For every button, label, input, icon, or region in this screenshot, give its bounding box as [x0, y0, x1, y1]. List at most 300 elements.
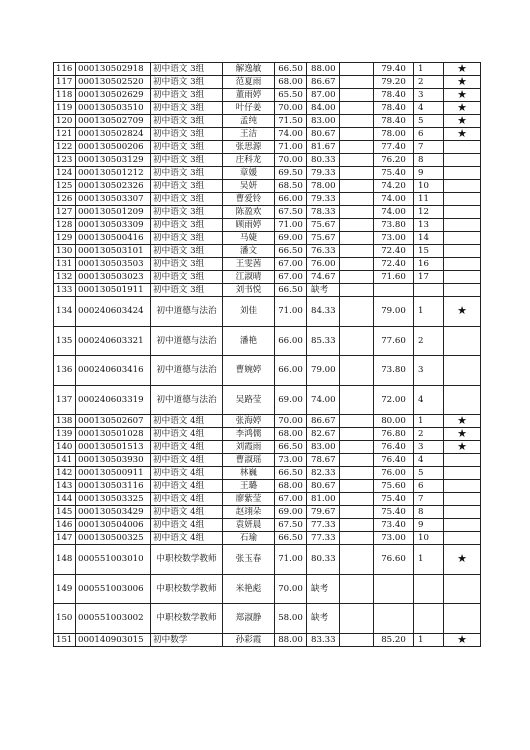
rank: 11 [414, 193, 444, 206]
interview-score: 83.33 [307, 633, 340, 646]
total-score: 79.40 [374, 63, 414, 76]
table-row [54, 232, 481, 245]
row-number: 129 [54, 232, 76, 245]
shortlist-star-icon [444, 258, 481, 271]
subject-group: 中职校数学教师 [151, 545, 223, 575]
written-score: 66.50 [275, 63, 307, 76]
written-score: 69.00 [275, 385, 307, 415]
extra-score [340, 356, 374, 386]
candidate-name: 顾雨婷 [223, 219, 275, 232]
rank: 1 [414, 545, 444, 575]
rank [414, 284, 444, 297]
candidate-id: 000130503429 [76, 506, 151, 519]
row-number: 127 [54, 206, 76, 219]
extra-score [340, 89, 374, 102]
subject-group: 初中语文 3组 [151, 284, 223, 297]
row-number: 132 [54, 271, 76, 284]
shortlist-star-icon [444, 167, 481, 180]
written-score: 74.00 [275, 128, 307, 141]
total-score [374, 574, 414, 604]
written-score: 70.00 [275, 574, 307, 604]
table-row [54, 167, 481, 180]
table-row [54, 258, 481, 271]
table-row [54, 128, 481, 141]
interview-score: 82.33 [307, 467, 340, 480]
shortlist-star-icon [444, 219, 481, 232]
row-number: 123 [54, 154, 76, 167]
subject-group: 初中语文 3组 [151, 76, 223, 89]
table-row [54, 454, 481, 467]
total-score: 85.20 [374, 633, 414, 646]
extra-score [340, 385, 374, 415]
total-score: 73.00 [374, 532, 414, 545]
written-score: 66.00 [275, 193, 307, 206]
written-score: 70.00 [275, 154, 307, 167]
written-score: 70.00 [275, 102, 307, 115]
rank: 9 [414, 167, 444, 180]
total-score: 73.80 [374, 356, 414, 386]
row-number: 130 [54, 245, 76, 258]
written-score: 67.50 [275, 519, 307, 532]
candidate-name: 章媛 [223, 167, 275, 180]
candidate-id: 000130504006 [76, 519, 151, 532]
row-number: 126 [54, 193, 76, 206]
subject-group: 初中语文 4组 [151, 493, 223, 506]
shortlist-star-icon [444, 141, 481, 154]
table-row [54, 63, 481, 76]
interview-score: 79.67 [307, 506, 340, 519]
rank: 4 [414, 454, 444, 467]
extra-score [340, 415, 374, 428]
table-row [54, 493, 481, 506]
total-score: 72.40 [374, 245, 414, 258]
candidate-name: 吴妍 [223, 180, 275, 193]
candidate-id: 000130501209 [76, 206, 151, 219]
extra-score [340, 102, 374, 115]
extra-score [340, 467, 374, 480]
candidate-name: 曹婉婷 [223, 356, 275, 386]
interview-score: 82.67 [307, 428, 340, 441]
shortlist-star-icon [444, 532, 481, 545]
subject-group: 初中语文 3组 [151, 193, 223, 206]
rank: 17 [414, 271, 444, 284]
shortlist-star-icon [444, 245, 481, 258]
row-number: 143 [54, 480, 76, 493]
rank: 8 [414, 506, 444, 519]
table-row [54, 428, 481, 441]
rank: 1 [414, 297, 444, 327]
interview-score: 缺考 [307, 604, 340, 634]
rank: 6 [414, 480, 444, 493]
table-row [54, 219, 481, 232]
candidate-id: 000130503930 [76, 454, 151, 467]
candidate-id: 000130503503 [76, 258, 151, 271]
shortlist-star-icon [444, 467, 481, 480]
shortlist-star-icon [444, 326, 481, 356]
table-row [54, 415, 481, 428]
written-score: 70.00 [275, 415, 307, 428]
subject-group: 初中语文 4组 [151, 415, 223, 428]
row-number: 145 [54, 506, 76, 519]
table-row [54, 604, 481, 634]
candidate-name: 孙彩霞 [223, 633, 275, 646]
subject-group: 初中语文 3组 [151, 245, 223, 258]
row-number: 125 [54, 180, 76, 193]
rank: 1 [414, 415, 444, 428]
shortlist-star-icon: ★ [444, 297, 481, 327]
candidate-id: 000130502918 [76, 63, 151, 76]
shortlist-star-icon: ★ [444, 545, 481, 575]
total-score: 80.00 [374, 415, 414, 428]
rank: 4 [414, 385, 444, 415]
subject-group: 初中语文 3组 [151, 141, 223, 154]
rank: 10 [414, 532, 444, 545]
interview-score: 79.33 [307, 167, 340, 180]
rank: 4 [414, 102, 444, 115]
interview-score: 74.67 [307, 271, 340, 284]
subject-group: 初中语文 3组 [151, 219, 223, 232]
subject-group: 初中语文 3组 [151, 167, 223, 180]
total-score: 77.40 [374, 141, 414, 154]
rank: 1 [414, 63, 444, 76]
subject-group: 初中语文 4组 [151, 519, 223, 532]
table-row [54, 297, 481, 327]
interview-score: 78.00 [307, 180, 340, 193]
candidate-name: 潘文 [223, 245, 275, 258]
candidate-id: 000130501513 [76, 441, 151, 454]
total-score: 74.00 [374, 206, 414, 219]
shortlist-star-icon: ★ [444, 415, 481, 428]
candidate-id: 000130503309 [76, 219, 151, 232]
interview-score: 78.33 [307, 206, 340, 219]
table-row [54, 326, 481, 356]
subject-group: 初中语文 4组 [151, 506, 223, 519]
total-score: 79.00 [374, 297, 414, 327]
rank: 10 [414, 180, 444, 193]
written-score: 66.50 [275, 245, 307, 258]
row-number: 134 [54, 297, 76, 327]
candidate-id: 000130501028 [76, 428, 151, 441]
candidate-id: 000240603319 [76, 385, 151, 415]
total-score: 73.00 [374, 232, 414, 245]
row-number: 138 [54, 415, 76, 428]
interview-score: 79.33 [307, 193, 340, 206]
shortlist-star-icon: ★ [444, 76, 481, 89]
interview-score: 74.00 [307, 385, 340, 415]
subject-group: 初中语文 4组 [151, 428, 223, 441]
extra-score [340, 506, 374, 519]
total-score: 72.00 [374, 385, 414, 415]
rank: 5 [414, 115, 444, 128]
interview-score: 79.00 [307, 356, 340, 386]
table-row [54, 284, 481, 297]
subject-group: 初中语文 4组 [151, 467, 223, 480]
subject-group: 初中语文 3组 [151, 180, 223, 193]
shortlist-star-icon [444, 480, 481, 493]
shortlist-star-icon [444, 232, 481, 245]
row-number: 141 [54, 454, 76, 467]
extra-score [340, 193, 374, 206]
candidate-name: 解逸敏 [223, 63, 275, 76]
rank: 12 [414, 206, 444, 219]
interview-score: 80.67 [307, 480, 340, 493]
subject-group: 初中语文 3组 [151, 128, 223, 141]
table-row [54, 245, 481, 258]
results-table [53, 62, 481, 647]
candidate-name: 董雨婷 [223, 89, 275, 102]
shortlist-star-icon [444, 385, 481, 415]
table-row [54, 467, 481, 480]
row-number: 149 [54, 574, 76, 604]
subject-group: 初中语文 3组 [151, 115, 223, 128]
row-number: 128 [54, 219, 76, 232]
table-row [54, 115, 481, 128]
total-score: 74.20 [374, 180, 414, 193]
extra-score [340, 180, 374, 193]
candidate-id: 000130503129 [76, 154, 151, 167]
written-score: 71.00 [275, 545, 307, 575]
extra-score [340, 441, 374, 454]
candidate-id: 000240603321 [76, 326, 151, 356]
interview-score: 80.33 [307, 154, 340, 167]
interview-score: 87.00 [307, 89, 340, 102]
interview-score: 86.67 [307, 76, 340, 89]
rank: 15 [414, 245, 444, 258]
subject-group: 中职校数学教师 [151, 604, 223, 634]
extra-score [340, 219, 374, 232]
candidate-id: 000130502629 [76, 89, 151, 102]
candidate-name: 潘艳 [223, 326, 275, 356]
extra-score [340, 245, 374, 258]
row-number: 119 [54, 102, 76, 115]
rank: 14 [414, 232, 444, 245]
candidate-id: 000130500325 [76, 532, 151, 545]
row-number: 142 [54, 467, 76, 480]
interview-score: 76.00 [307, 258, 340, 271]
extra-score [340, 604, 374, 634]
table-row [54, 441, 481, 454]
total-score: 78.40 [374, 102, 414, 115]
extra-score [340, 232, 374, 245]
candidate-name: 赵翊朵 [223, 506, 275, 519]
candidate-name: 马婕 [223, 232, 275, 245]
shortlist-star-icon [444, 506, 481, 519]
written-score: 66.00 [275, 326, 307, 356]
row-number: 151 [54, 633, 76, 646]
candidate-name: 曹淑瑶 [223, 454, 275, 467]
candidate-id: 000240603424 [76, 297, 151, 327]
candidate-id: 000130500206 [76, 141, 151, 154]
candidate-id: 000551003010 [76, 545, 151, 575]
candidate-id: 000130503116 [76, 480, 151, 493]
table-row [54, 180, 481, 193]
written-score: 71.00 [275, 141, 307, 154]
row-number: 136 [54, 356, 76, 386]
interview-score: 88.00 [307, 63, 340, 76]
candidate-id: 000130502709 [76, 115, 151, 128]
shortlist-star-icon [444, 574, 481, 604]
written-score: 71.00 [275, 297, 307, 327]
candidate-name: 石瑜 [223, 532, 275, 545]
extra-score [340, 128, 374, 141]
subject-group: 初中数学 [151, 633, 223, 646]
candidate-id: 000130503023 [76, 271, 151, 284]
row-number: 122 [54, 141, 76, 154]
table-row [54, 206, 481, 219]
extra-score [340, 63, 374, 76]
rank: 3 [414, 356, 444, 386]
subject-group: 初中语文 4组 [151, 532, 223, 545]
extra-score [340, 141, 374, 154]
subject-group: 初中道德与法治 [151, 326, 223, 356]
candidate-name: 范夏雨 [223, 76, 275, 89]
total-score: 75.40 [374, 167, 414, 180]
candidate-id: 000130502824 [76, 128, 151, 141]
candidate-id: 000130501212 [76, 167, 151, 180]
subject-group: 初中语文 3组 [151, 154, 223, 167]
total-score: 75.40 [374, 506, 414, 519]
interview-score: 81.67 [307, 141, 340, 154]
interview-score: 85.33 [307, 326, 340, 356]
interview-score: 81.00 [307, 493, 340, 506]
subject-group: 初中语文 3组 [151, 63, 223, 76]
table-row [54, 480, 481, 493]
candidate-id: 000130500416 [76, 232, 151, 245]
extra-score [340, 428, 374, 441]
interview-score: 78.67 [307, 454, 340, 467]
interview-score: 83.00 [307, 115, 340, 128]
extra-score [340, 76, 374, 89]
table-row [54, 519, 481, 532]
candidate-id: 000130501911 [76, 284, 151, 297]
interview-score: 77.33 [307, 532, 340, 545]
row-number: 148 [54, 545, 76, 575]
candidate-name: 江淑晴 [223, 271, 275, 284]
written-score: 71.50 [275, 115, 307, 128]
total-score: 79.20 [374, 76, 414, 89]
table-row [54, 356, 481, 386]
candidate-name: 陈盈欢 [223, 206, 275, 219]
row-number: 146 [54, 519, 76, 532]
candidate-id: 000130502520 [76, 76, 151, 89]
candidate-id: 000551003006 [76, 574, 151, 604]
extra-score [340, 297, 374, 327]
rank: 8 [414, 154, 444, 167]
written-score: 73.00 [275, 454, 307, 467]
candidate-name: 廖紫莹 [223, 493, 275, 506]
extra-score [340, 115, 374, 128]
candidate-name: 刘书悦 [223, 284, 275, 297]
shortlist-star-icon: ★ [444, 115, 481, 128]
candidate-name: 米艳彪 [223, 574, 275, 604]
row-number: 140 [54, 441, 76, 454]
rank: 9 [414, 519, 444, 532]
subject-group: 初中语文 4组 [151, 454, 223, 467]
interview-score: 86.67 [307, 415, 340, 428]
interview-score: 84.00 [307, 102, 340, 115]
rank: 7 [414, 493, 444, 506]
shortlist-star-icon [444, 604, 481, 634]
written-score: 88.00 [275, 633, 307, 646]
subject-group: 初中语文 3组 [151, 271, 223, 284]
rank: 2 [414, 428, 444, 441]
interview-score: 75.67 [307, 219, 340, 232]
written-score: 67.00 [275, 271, 307, 284]
shortlist-star-icon [444, 284, 481, 297]
total-score: 77.60 [374, 326, 414, 356]
written-score: 67.00 [275, 258, 307, 271]
table-row [54, 271, 481, 284]
table-row [54, 193, 481, 206]
rank: 6 [414, 128, 444, 141]
candidate-name: 王璐 [223, 480, 275, 493]
extra-score [340, 154, 374, 167]
extra-score [340, 532, 374, 545]
row-number: 135 [54, 326, 76, 356]
rank: 5 [414, 467, 444, 480]
interview-score: 缺考 [307, 574, 340, 604]
rank: 13 [414, 219, 444, 232]
extra-score [340, 519, 374, 532]
candidate-id: 000130503101 [76, 245, 151, 258]
extra-score [340, 206, 374, 219]
shortlist-star-icon [444, 493, 481, 506]
row-number: 121 [54, 128, 76, 141]
row-number: 144 [54, 493, 76, 506]
candidate-name: 庄科龙 [223, 154, 275, 167]
table-row [54, 633, 481, 646]
total-score: 75.60 [374, 480, 414, 493]
total-score: 76.00 [374, 467, 414, 480]
extra-score [340, 271, 374, 284]
extra-score [340, 545, 374, 575]
total-score: 73.40 [374, 519, 414, 532]
row-number: 117 [54, 76, 76, 89]
table-row [54, 76, 481, 89]
candidate-id: 000130502607 [76, 415, 151, 428]
row-number: 139 [54, 428, 76, 441]
total-score [374, 604, 414, 634]
subject-group: 初中语文 3组 [151, 102, 223, 115]
candidate-id: 000130502326 [76, 180, 151, 193]
candidate-id: 000130503510 [76, 102, 151, 115]
written-score: 65.50 [275, 89, 307, 102]
row-number: 118 [54, 89, 76, 102]
interview-score: 缺考 [307, 284, 340, 297]
candidate-name: 林巍 [223, 467, 275, 480]
written-score: 69.00 [275, 232, 307, 245]
row-number: 137 [54, 385, 76, 415]
total-score: 78.40 [374, 89, 414, 102]
written-score: 68.50 [275, 180, 307, 193]
total-score: 73.80 [374, 219, 414, 232]
total-score: 78.00 [374, 128, 414, 141]
written-score: 67.50 [275, 206, 307, 219]
interview-score: 80.67 [307, 128, 340, 141]
written-score: 66.50 [275, 441, 307, 454]
candidate-name: 曹爱铃 [223, 193, 275, 206]
extra-score [340, 480, 374, 493]
candidate-id: 000240603416 [76, 356, 151, 386]
shortlist-star-icon [444, 180, 481, 193]
shortlist-star-icon [444, 454, 481, 467]
rank: 16 [414, 258, 444, 271]
row-number: 131 [54, 258, 76, 271]
row-number: 124 [54, 167, 76, 180]
table-row [54, 154, 481, 167]
interview-score: 77.33 [307, 519, 340, 532]
subject-group: 初中语文 4组 [151, 441, 223, 454]
